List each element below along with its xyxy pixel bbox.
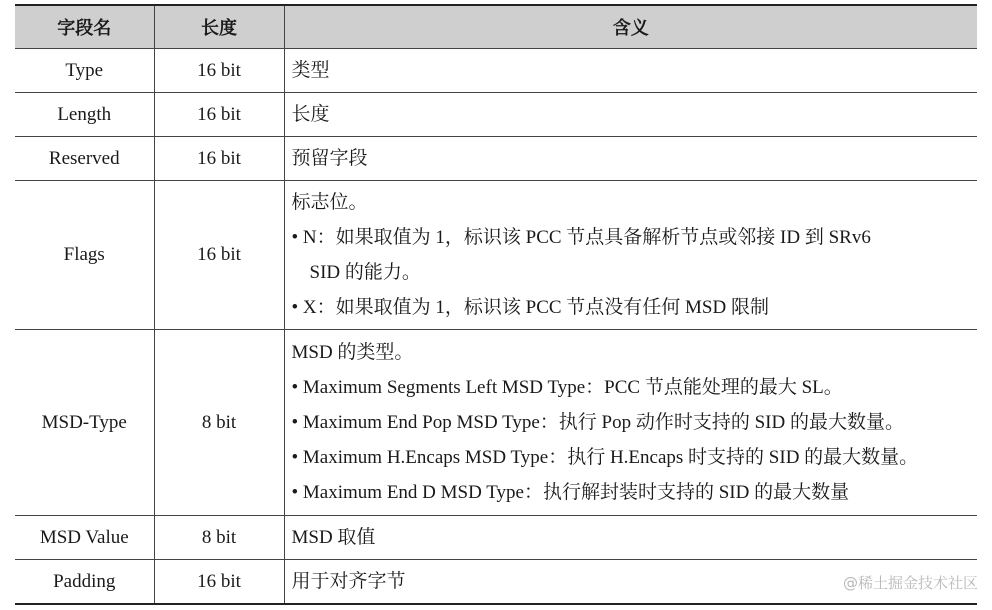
table-row-flags [15, 181, 977, 330]
field-meaning-cell [284, 137, 977, 181]
field-length-cell: 8 bit [154, 516, 284, 560]
field-name-cell: Flags [15, 181, 154, 330]
meaning-bullet-item: • Maximum End Pop MSD Type：执行 Pop 动作时支持的 SID 的最大数量。 [292, 405, 971, 440]
field-meaning-cell [284, 516, 977, 560]
table-header-row [15, 5, 977, 49]
field-meaning-cell [284, 49, 977, 93]
meaning-bullet-item: • Maximum Segments Left MSD Type：PCC 节点能处理的最大 SL。 [292, 370, 971, 405]
field-name-cell: MSD-Type [15, 330, 154, 516]
table-row-padding [15, 560, 977, 605]
watermark: @稀土掘金技术社区 [842, 574, 978, 592]
table-row-reserved [15, 137, 977, 181]
meaning-text: 类型 [291, 60, 330, 81]
field-length-cell: 16 bit [154, 49, 284, 93]
field-length-cell: 16 bit [154, 137, 284, 181]
field-length-cell: 16 bit [154, 181, 284, 330]
field-length-cell: 8 bit [154, 330, 284, 516]
field-name-cell: Type [15, 49, 154, 93]
table-row-length [15, 93, 977, 137]
column-header-field-name: 字段名 [15, 5, 154, 49]
table-row-type [15, 49, 977, 93]
table-row-msd-type [15, 330, 977, 516]
meaning-bullet-continuation: SID 的能力。 [309, 262, 421, 283]
field-name-cell: MSD Value [15, 516, 154, 560]
field-table [15, 4, 977, 605]
field-name-cell: Padding [15, 560, 154, 605]
meaning-text: MSD 取值 [291, 527, 376, 548]
field-meaning-cell [284, 181, 977, 330]
field-name-cell: Reserved [15, 137, 154, 181]
meaning-text: 预留字段 [291, 148, 368, 169]
meaning-text: 长度 [291, 104, 330, 125]
meaning-text: MSD 的类型。 [291, 342, 414, 363]
field-name-cell: Length [15, 93, 154, 137]
meaning-bullet-item: • N：如果取值为 1，标识该 PCC 节点具备解析节点或邻接 ID 到 SRv6 [292, 220, 971, 255]
meaning-bullet-item: • Maximum H.Encaps MSD Type：执行 H.Encaps 时支持的 SID 的最大数量。 [292, 440, 971, 475]
field-length-cell: 16 bit [154, 93, 284, 137]
meaning-bullet-item: • Maximum End D MSD Type：执行解封装时支持的 SID 的最大数量 [292, 475, 971, 510]
column-header-meaning: 含义 [284, 5, 977, 49]
column-header-length: 长度 [154, 5, 284, 49]
field-length-cell: 16 bit [154, 560, 284, 605]
meaning-text: 标志位。 [291, 192, 368, 213]
field-meaning-cell [284, 330, 977, 516]
field-meaning-cell [284, 93, 977, 137]
meaning-text: 用于对齐字节 [291, 571, 406, 592]
meaning-bullet-item: • X：如果取值为 1，标识该 PCC 节点没有任何 MSD 限制 [292, 290, 971, 325]
table-row-msd-value [15, 516, 977, 560]
